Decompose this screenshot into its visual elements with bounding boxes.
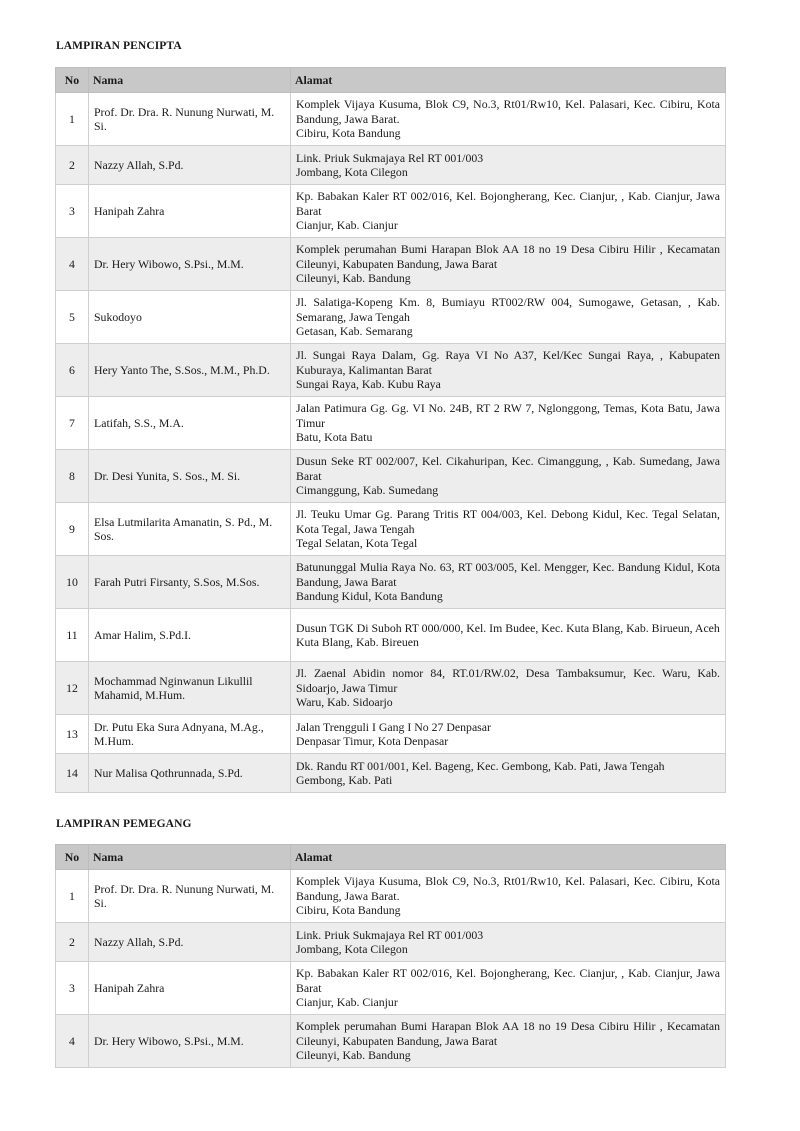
row-nama: Dr. Hery Wibowo, S.Psi., M.M. (89, 1015, 291, 1068)
row-nama: Nazzy Allah, S.Pd. (89, 146, 291, 185)
row-no: 6 (56, 344, 89, 397)
row-alamat (291, 923, 726, 962)
pencipta-rows (56, 93, 726, 793)
row-alamat (291, 185, 726, 238)
table-header-row (56, 68, 726, 93)
header-no: No (56, 845, 89, 870)
row-no: 14 (56, 754, 89, 793)
alamat-kota: Cianjur, Kab. Cianjur (296, 995, 398, 1010)
row-no: 7 (56, 397, 89, 450)
row-nama: Hery Yanto The, S.Sos., M.M., Ph.D. (89, 344, 291, 397)
pencipta-table (55, 67, 726, 793)
alamat-kota: Jombang, Kota Cilegon (296, 165, 408, 179)
row-alamat (291, 238, 726, 291)
alamat-kota: Cimanggung, Kab. Sumedang (296, 483, 439, 498)
table-row (56, 397, 726, 450)
row-no: 8 (56, 450, 89, 503)
row-no: 2 (56, 146, 89, 185)
row-no: 3 (56, 185, 89, 238)
table-row (56, 609, 726, 662)
row-nama: Prof. Dr. Dra. R. Nunung Nurwati, M. Si. (89, 93, 291, 146)
table-row (56, 450, 726, 503)
row-alamat (291, 146, 726, 185)
row-nama: Farah Putri Firsanty, S.Sos, M.Sos. (89, 556, 291, 609)
header-nama: Nama (89, 845, 291, 870)
table-row (56, 923, 726, 962)
alamat-street: Link. Priuk Sukmajaya Rel RT 001/003 (296, 150, 484, 165)
row-no: 9 (56, 503, 89, 556)
row-nama: Dr. Hery Wibowo, S.Psi., M.M. (89, 238, 291, 291)
row-alamat (291, 93, 726, 146)
alamat-kota: Sungai Raya, Kab. Kubu Raya (296, 377, 441, 392)
row-alamat (291, 609, 726, 662)
row-alamat (291, 344, 726, 397)
table-row (56, 754, 726, 793)
row-nama: Hanipah Zahra (89, 185, 291, 238)
alamat-street: Komplek Vijaya Kusuma, Blok C9, No.3, Rt01/Rw10, Kel. Palasari, Kec. Cibiru, Kota Bandung, Jawa Barat. (296, 874, 720, 903)
row-no: 3 (56, 962, 89, 1015)
row-no: 4 (56, 238, 89, 291)
alamat-street: Jalan Trengguli I Gang I No 27 Denpasar (296, 719, 491, 734)
header-nama: Nama (89, 68, 291, 93)
alamat-street: Kp. Babakan Kaler RT 002/016, Kel. Bojongherang, Kec. Cianjur, , Kab. Cianjur, Jawa Barat (296, 189, 720, 218)
alamat-kota: Cibiru, Kota Bandung (296, 903, 401, 918)
alamat-kota: Cianjur, Kab. Cianjur (296, 218, 398, 233)
table-row (56, 185, 726, 238)
header-alamat: Alamat (291, 68, 726, 93)
row-nama: Amar Halim, S.Pd.I. (89, 609, 291, 662)
table-row (56, 1015, 726, 1068)
row-nama: Nur Malisa Qothrunnada, S.Pd. (89, 754, 291, 793)
alamat-kota: Cileunyi, Kab. Bandung (296, 1048, 411, 1063)
row-alamat (291, 754, 726, 793)
alamat-street: Batununggal Mulia Raya No. 63, RT 003/005, Kel. Mengger, Kec. Bandung Kidul, Kota Bandung, Jawa Barat (296, 560, 720, 589)
alamat-kota: Getasan, Kab. Semarang (296, 324, 413, 339)
row-no: 12 (56, 662, 89, 715)
row-alamat (291, 450, 726, 503)
alamat-street: Dusun Seke RT 002/007, Kel. Cikahuripan, Kec. Cimanggung, , Kab. Sumedang, Jawa Barat (296, 454, 720, 483)
pemegang-table (55, 844, 726, 1068)
row-no: 13 (56, 715, 89, 754)
row-alamat (291, 1015, 726, 1068)
pencipta-title: LAMPIRAN PENCIPTA (56, 40, 182, 52)
row-nama: Dr. Putu Eka Sura Adnyana, M.Ag., M.Hum. (89, 715, 291, 754)
row-no: 5 (56, 291, 89, 344)
table-row (56, 146, 726, 185)
row-alamat (291, 662, 726, 715)
pemegang-title: LAMPIRAN PEMEGANG (56, 818, 192, 830)
alamat-kota: Tegal Selatan, Kota Tegal (296, 536, 418, 551)
table-row (56, 238, 726, 291)
row-nama: Prof. Dr. Dra. R. Nunung Nurwati, M. Si. (89, 870, 291, 923)
pemegang-rows (56, 870, 726, 1068)
row-alamat (291, 503, 726, 556)
table-row (56, 556, 726, 609)
alamat-street: Jl. Teuku Umar Gg. Parang Tritis RT 004/003, Kel. Debong Kidul, Kec. Tegal Selatan, Kota Tegal, Jawa Tengah (296, 507, 720, 536)
row-nama: Dr. Desi Yunita, S. Sos., M. Si. (89, 450, 291, 503)
alamat-kota: Gembong, Kab. Pati (296, 773, 393, 787)
alamat-kota: Cibiru, Kota Bandung (296, 126, 401, 141)
table-row (56, 93, 726, 146)
row-no: 1 (56, 93, 89, 146)
row-nama: Mochammad Nginwanun Likullil Mahamid, M.Hum. (89, 662, 291, 715)
table-row (56, 503, 726, 556)
alamat-kota: Bandung Kidul, Kota Bandung (296, 589, 443, 604)
header-no: No (56, 68, 89, 93)
row-alamat (291, 715, 726, 754)
row-nama: Nazzy Allah, S.Pd. (89, 923, 291, 962)
alamat-street: Kp. Babakan Kaler RT 002/016, Kel. Bojongherang, Kec. Cianjur, , Kab. Cianjur, Jawa Barat (296, 966, 720, 995)
alamat-kota: Waru, Kab. Sidoarjo (296, 695, 393, 710)
alamat-street: Jl. Sungai Raya Dalam, Gg. Raya VI No A37, Kel/Kec Sungai Raya, , Kabupaten Kuburaya, Kalimantan Barat (296, 348, 720, 377)
row-no: 1 (56, 870, 89, 923)
alamat-street: Jalan Patimura Gg. Gg. VI No. 24B, RT 2 RW 7, Nglonggong, Temas, Kota Batu, Jawa Timur (296, 401, 720, 430)
table-row (56, 715, 726, 754)
alamat-kota: Kuta Blang, Kab. Bireuen (296, 635, 419, 649)
row-nama: Latifah, S.S., M.A. (89, 397, 291, 450)
row-no: 11 (56, 609, 89, 662)
alamat-kota: Cileunyi, Kab. Bandung (296, 271, 411, 286)
row-no: 4 (56, 1015, 89, 1068)
row-alamat (291, 962, 726, 1015)
table-row (56, 870, 726, 923)
row-alamat (291, 556, 726, 609)
table-row (56, 344, 726, 397)
table-header-row (56, 845, 726, 870)
alamat-street: Jl. Zaenal Abidin nomor 84, RT.01/RW.02, Desa Tambaksumur, Kec. Waru, Kab. Sidoarjo, Jawa Timur (296, 666, 720, 695)
row-nama: Elsa Lutmilarita Amanatin, S. Pd., M. Sos. (89, 503, 291, 556)
row-no: 10 (56, 556, 89, 609)
table-row (56, 662, 726, 715)
row-alamat (291, 397, 726, 450)
alamat-kota: Denpasar Timur, Kota Denpasar (296, 734, 449, 748)
alamat-street: Dk. Randu RT 001/001, Kel. Bageng, Kec. Gembong, Kab. Pati, Jawa Tengah (296, 758, 665, 773)
row-alamat (291, 291, 726, 344)
alamat-street: Dusun TGK Di Suboh RT 000/000, Kel. Im Budee, Kec. Kuta Blang, Kab. Birueun, Aceh (296, 620, 720, 635)
row-alamat (291, 870, 726, 923)
table-row (56, 291, 726, 344)
alamat-street: Komplek perumahan Bumi Harapan Blok AA 18 no 19 Desa Cibiru Hilir , Kecamatan Cileunyi, Kabupaten Bandung, Jawa Barat (296, 242, 720, 271)
alamat-street: Komplek perumahan Bumi Harapan Blok AA 18 no 19 Desa Cibiru Hilir , Kecamatan Cileunyi, Kabupaten Bandung, Jawa Barat (296, 1019, 720, 1048)
row-nama: Hanipah Zahra (89, 962, 291, 1015)
alamat-kota: Jombang, Kota Cilegon (296, 942, 408, 956)
alamat-street: Jl. Salatiga-Kopeng Km. 8, Bumiayu RT002/RW 004, Sumogawe, Getasan, , Kab. Semarang, Jawa Tengah (296, 295, 720, 324)
alamat-street: Link. Priuk Sukmajaya Rel RT 001/003 (296, 927, 484, 942)
alamat-street: Komplek Vijaya Kusuma, Blok C9, No.3, Rt01/Rw10, Kel. Palasari, Kec. Cibiru, Kota Bandung, Jawa Barat. (296, 97, 720, 126)
header-alamat: Alamat (291, 845, 726, 870)
table-row (56, 962, 726, 1015)
row-nama: Sukodoyo (89, 291, 291, 344)
alamat-kota: Batu, Kota Batu (296, 430, 373, 445)
row-no: 2 (56, 923, 89, 962)
